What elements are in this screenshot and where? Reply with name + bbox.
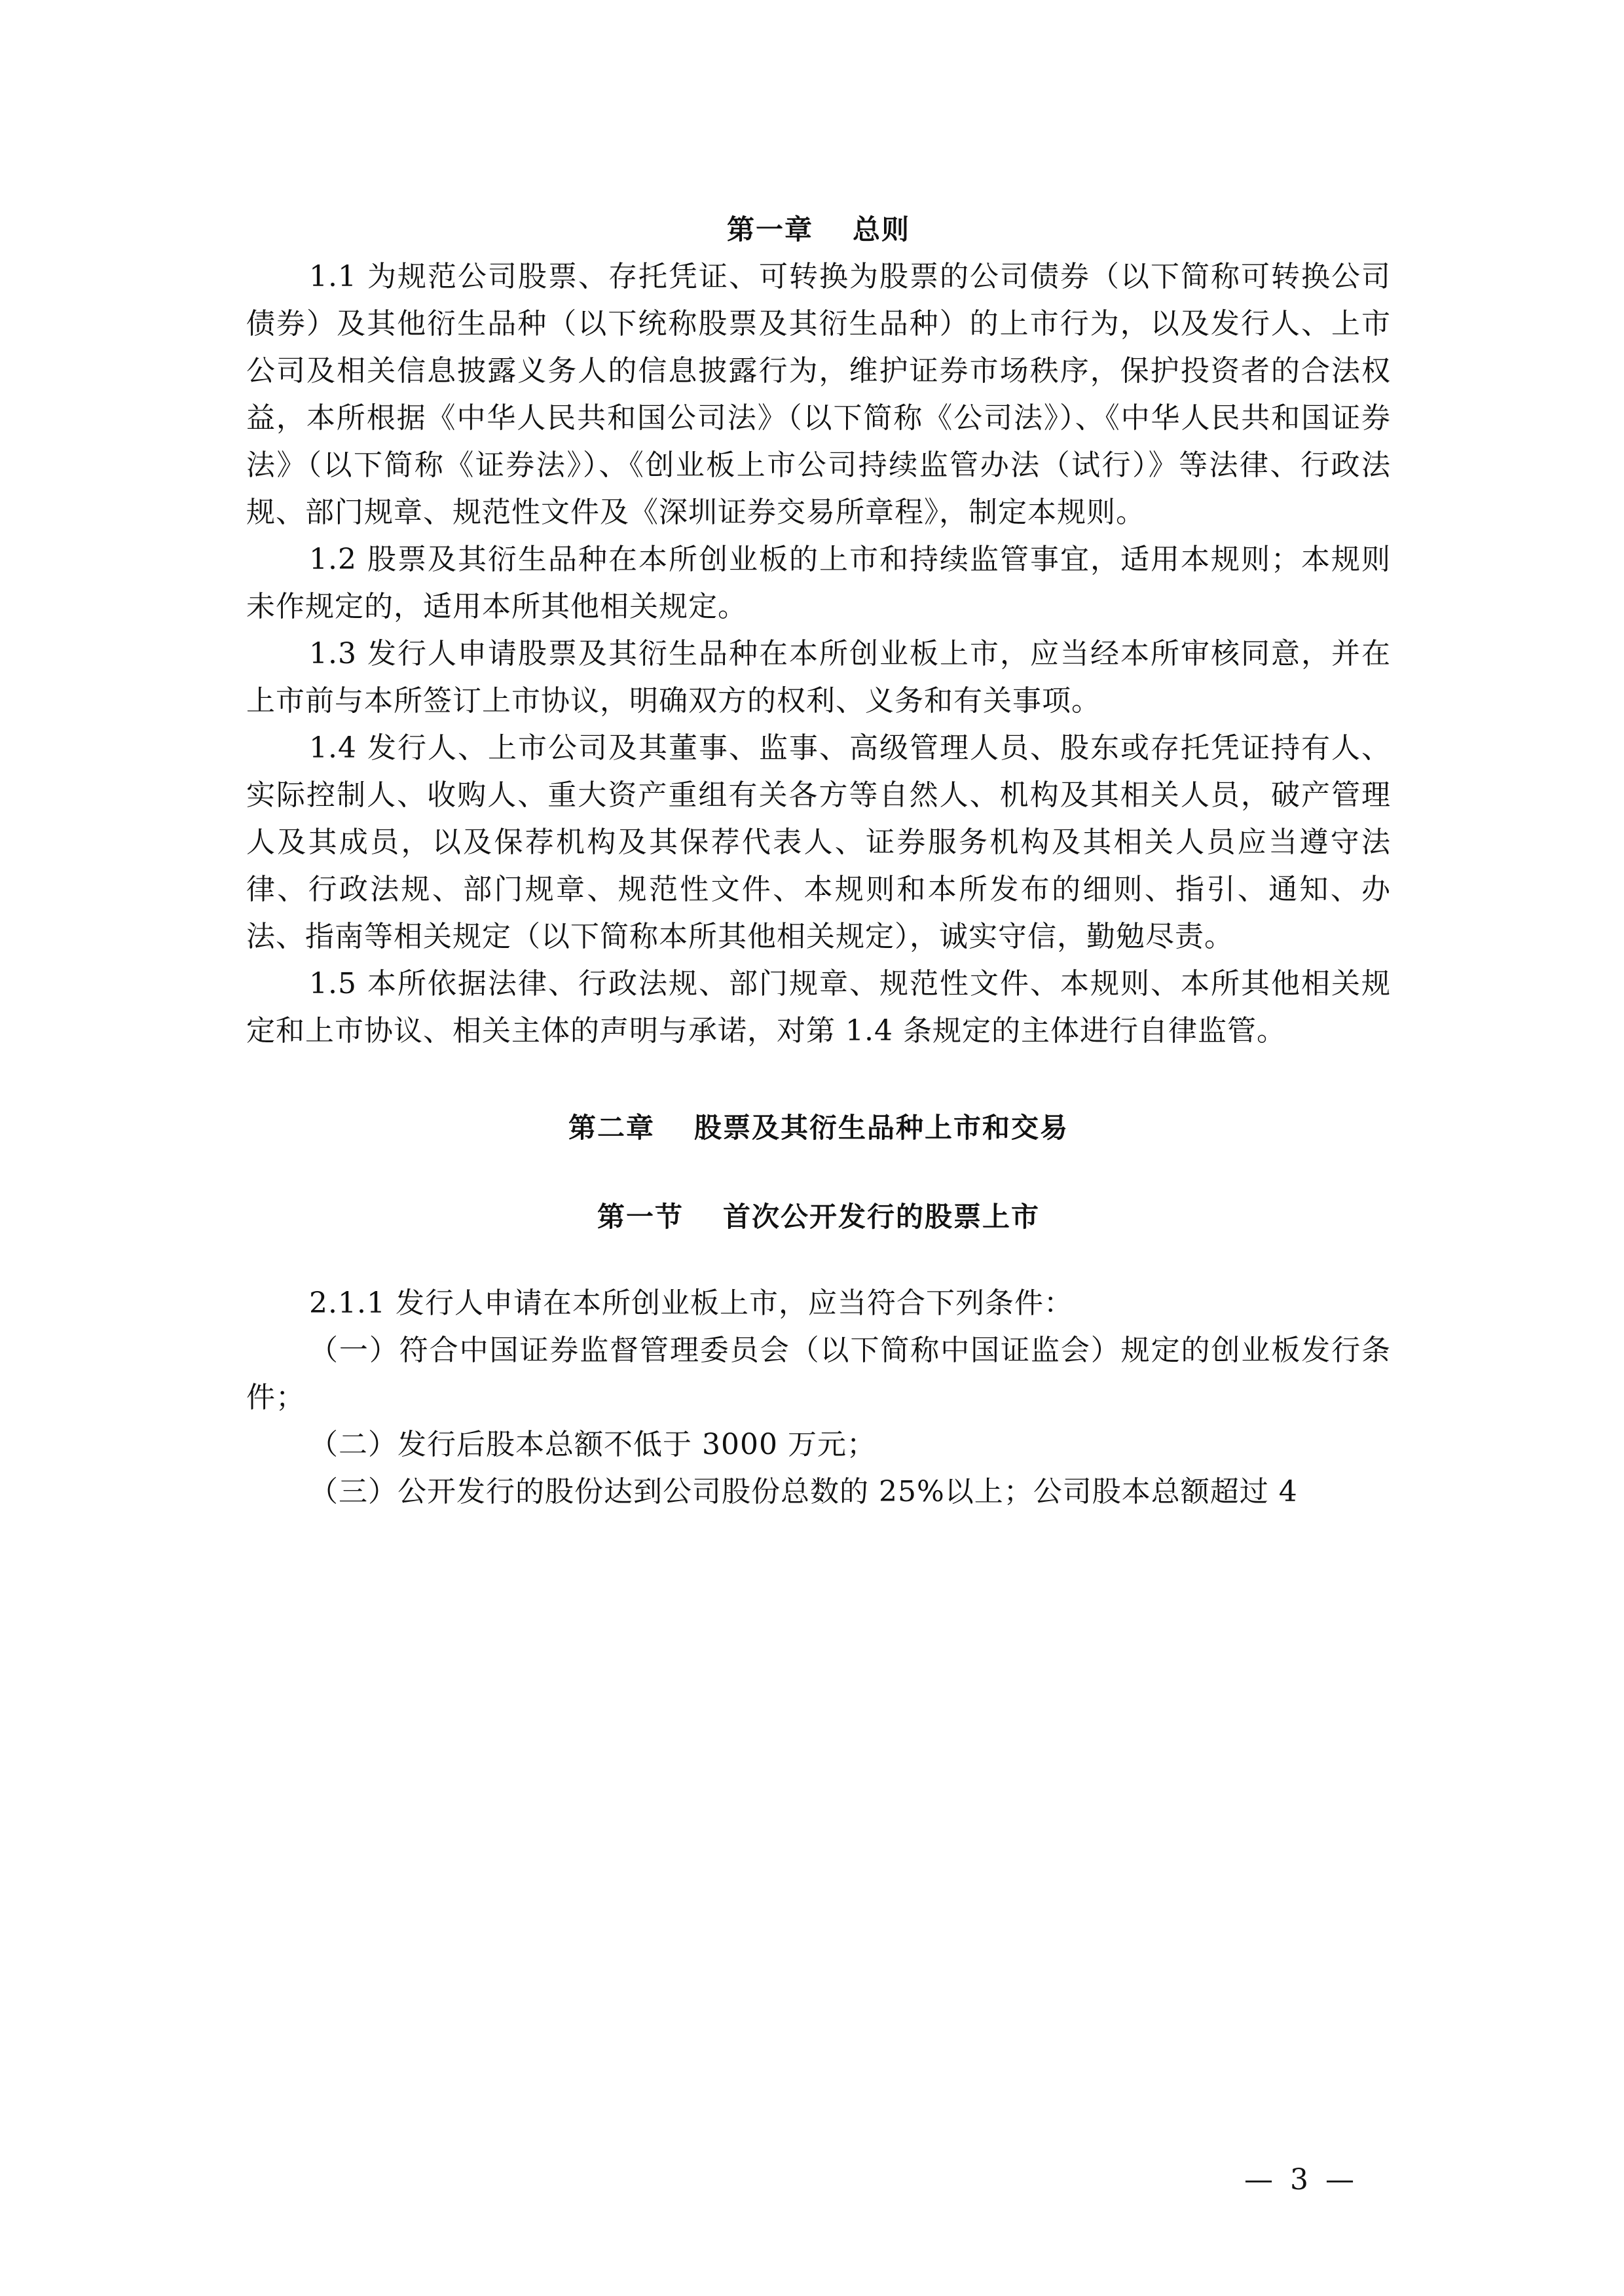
chapter-2-heading (246, 1104, 1391, 1152)
article-1-5: 1.5 本所依据法律、行政法规、部门规章、规范性文件、本规则、本所其他相关规定和上市协议、相关主体的声明与承诺，对第 1.4 条规定的主体进行自律监管。 (246, 967, 1391, 1048)
chapter-1-heading (246, 206, 1391, 253)
page-number: — 3 — (1244, 2163, 1358, 2196)
chapter-1-title: 总则 (853, 213, 911, 246)
section-1-heading (246, 1194, 1391, 1241)
article-2-1-1: 2.1.1 发行人申请在本所创业板上市，应当符合下列条件： (309, 1286, 1073, 1320)
article-1-1: 1.1 为规范公司股票、存托凭证、可转换为股票的公司债券（以下简称可转换公司债券）及其他衍生品种（以下统称股票及其衍生品种）的上市行为，以及发行人、上市公司及相关信息披露义务人的信息披露行为，维护证券市场秩序，保护投资者的合法权益，本所根据《中华人民共和国公司法》（以下简称《公司法》）、《中华人民共和国证券法》（以下简称《证券法》）、《创业板上市公司持续监管办法（试行）》等法律、行政法规、部门规章、规范性文件及《深圳证券交易所章程》，制定本规则。 (246, 260, 1391, 529)
article-1-3: 1.3 发行人申请股票及其衍生品种在本所创业板上市，应当经本所审核同意，并在上市前与本所签订上市协议，明确双方的权利、义务和有关事项。 (246, 637, 1391, 718)
chapter-2-title: 股票及其衍生品种上市和交易 (694, 1112, 1069, 1144)
article-1-4: 1.4 发行人、上市公司及其董事、监事、高级管理人员、股东或存托凭证持有人、实际控制人、收购人、重大资产重组有关各方等自然人、机构及其相关人员，破产管理人及其成员，以及保荐机构及其保荐代表人、证券服务机构及其相关人员应当遵守法律、行政法规、部门规章、规范性文件、本规则和本所发布的细则、指引、通知、办法、指南等相关规定（以下简称本所其他相关规定），诚实守信，勤勉尽责。 (246, 731, 1391, 953)
article-1-2: 1.2 股票及其衍生品种在本所创业板的上市和持续监管事宜，适用本规则；本规则未作规定的，适用本所其他相关规定。 (246, 543, 1391, 623)
chapter-1-number: 第一章 (726, 213, 813, 246)
section-1-number: 第一节 (597, 1201, 684, 1233)
condition-3: （三）公开发行的股份达到公司股份总数的 25%以上；公司股本总额超过 4 (309, 1475, 1298, 1508)
condition-2: （二）发行后股本总额不低于 3000 万元； (309, 1428, 876, 1461)
document-body (246, 206, 1391, 1516)
section-1-title: 首次公开发行的股票上市 (723, 1201, 1041, 1233)
condition-1: （一）符合中国证券监督管理委员会（以下简称中国证监会）规定的创业板发行条件； (246, 1334, 1391, 1414)
chapter-2-number: 第二章 (568, 1112, 655, 1144)
